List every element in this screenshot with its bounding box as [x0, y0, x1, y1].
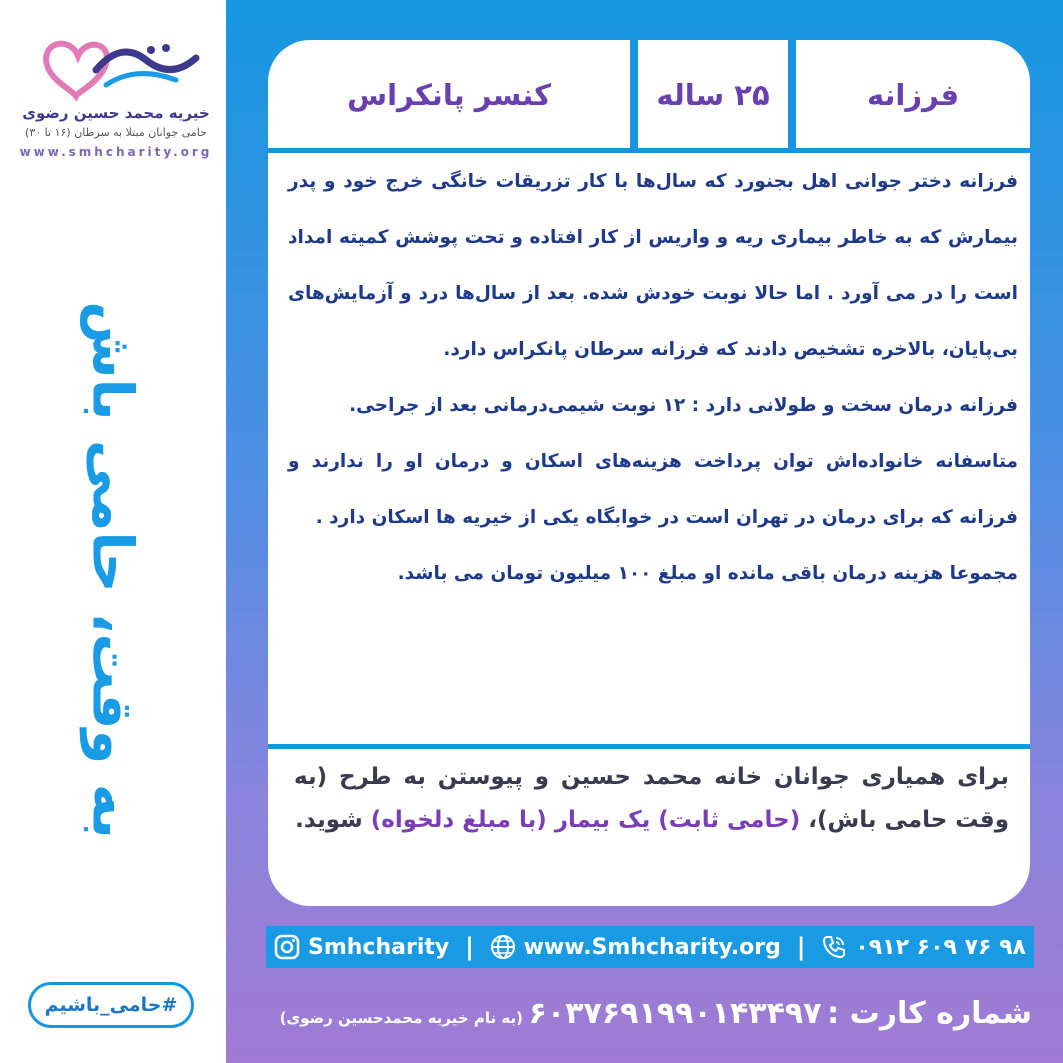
story-card	[268, 40, 1030, 906]
globe-icon	[490, 934, 516, 960]
story-paragraph: مجموعا هزینه درمان باقی مانده او مبلغ ۱۰۰ میلیون تومان می باشد.	[397, 563, 1018, 584]
instagram-icon	[274, 934, 300, 960]
patient-age: ۲۵ ساله	[656, 78, 770, 112]
heart-logo-icon	[26, 30, 206, 102]
divider: |	[465, 933, 474, 961]
bank-card-info	[272, 996, 1032, 1046]
cta-text: برای همیاری جوانان خانه محمد حسین و پیوستن به طرح (به وقت حامی باش)،	[294, 764, 1009, 833]
story-text	[288, 154, 1018, 602]
website-contact[interactable]	[490, 934, 781, 960]
patient-disease: کنسر پانکراس	[347, 78, 551, 112]
cta-text-end: شوید.	[295, 807, 371, 833]
phone-contact[interactable]	[821, 934, 1026, 960]
logo-subtitle: حامی جوانان مبتلا به سرطان (۱۶ تا ۳۰)	[25, 126, 207, 139]
header-separator	[268, 148, 1030, 153]
story-paragraph: متاسفانه خانواده‌اش توان پرداخت هزینه‌های اسکان و درمان او را ندارند و فرزانه که برای درمان در تهران است در خوابگاه یکی از خیریه ها اسکان دارد .	[288, 451, 1018, 528]
header-divider	[630, 40, 638, 150]
logo-url[interactable]: www.smhcharity.org	[19, 145, 213, 159]
call-to-action	[294, 756, 1009, 842]
story-paragraph: فرزانه درمان سخت و طولانی دارد : ۱۲ نوبت شیمی‌درمانی بعد از جراحی.	[349, 395, 1018, 416]
phone-icon	[821, 934, 847, 960]
instagram-handle: Smhcharity	[308, 934, 450, 960]
story-paragraph: فرزانه دختر جوانی اهل بجنورد که سال‌ها با کار تزریقات خانگی خرج خود و پدر بیمارش که به خاطر بیماری ریه و واریس از کار افتاده و تحت پوشش کمیته امداد است را در می آورد . اما حالا نوبت خودش شده. بعد از سال‌ها درد و آزمایش‌های بی‌پایان، بالاخره تشخیص دادند که فرزانه سرطان پانکراس دارد.	[288, 171, 1018, 360]
hashtag-badge[interactable]: #حامی_باشیم	[28, 982, 194, 1028]
slogan-text: به وقت، حامی باش	[79, 301, 145, 839]
header-divider	[788, 40, 796, 150]
phone-number: ۰۹۱۲ ۶۰۹ ۷۶ ۹۸	[855, 934, 1026, 960]
logo-name: خیریه محمد حسین رضوی	[22, 104, 210, 122]
card-label: شماره کارت :	[827, 996, 1032, 1031]
charity-logo	[18, 30, 214, 159]
cta-highlight: (حامی ثابت) یک بیمار (با مبلغ دلخواه)	[370, 807, 801, 833]
instagram-contact[interactable]	[274, 934, 449, 960]
slogan-vertical	[72, 301, 152, 839]
card-number[interactable]: ۶۰۳۷۶۹۱۹۹۰۱۴۳۴۹۷	[528, 996, 822, 1031]
contact-bar	[266, 926, 1034, 968]
website-url: www.Smhcharity.org	[523, 934, 781, 960]
sidebar	[0, 0, 226, 1063]
cta-separator	[268, 744, 1030, 749]
divider: |	[796, 933, 806, 961]
patient-name: فرزانه	[866, 78, 960, 112]
card-holder: (به نام خیریه محمدحسین رضوی)	[279, 1009, 523, 1027]
header-row	[268, 40, 1030, 150]
